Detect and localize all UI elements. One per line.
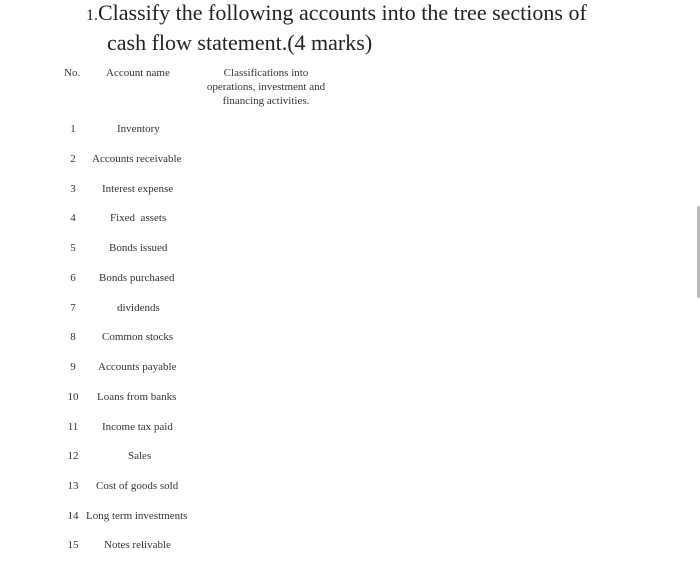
header-classification (196, 66, 336, 108)
table-row (0, 240, 700, 256)
row-number: 1 (70, 123, 76, 135)
table-row (0, 478, 700, 494)
question-number: 1. (86, 7, 98, 24)
row-number: 3 (70, 183, 76, 195)
row-number: 5 (70, 242, 76, 254)
question-line-1 (86, 0, 587, 29)
table-row (0, 270, 700, 286)
account-name: Interest expense (102, 183, 174, 195)
account-name: Inventory (117, 123, 160, 135)
account-name: Sales (128, 450, 152, 462)
table-row (0, 300, 700, 316)
row-number: 15 (67, 539, 79, 551)
account-name: Long term investments (86, 510, 188, 522)
account-name: Notes relivable (104, 539, 171, 551)
row-number: 14 (67, 510, 79, 522)
row-number: 9 (70, 361, 76, 373)
account-name: Bonds purchased (99, 272, 175, 284)
account-name: Common stocks (102, 331, 174, 343)
table-row (0, 419, 700, 435)
table-row (0, 537, 700, 553)
row-number: 4 (70, 212, 76, 224)
account-name: dividends (117, 302, 160, 314)
row-number: 8 (70, 331, 76, 343)
account-name: Fixed assets (110, 212, 167, 224)
row-number: 6 (70, 272, 76, 284)
table-row (0, 448, 700, 464)
header-no: No. (64, 67, 81, 79)
header-classification-line-3: financing activities. (222, 95, 310, 107)
table-row (0, 181, 700, 197)
row-number: 13 (67, 480, 79, 492)
table-row (0, 210, 700, 226)
table-row (0, 329, 700, 345)
header-classification-line-1: Classifications into (223, 67, 309, 79)
account-name: Accounts payable (98, 361, 177, 373)
question-text-line-2: cash flow statement.(4 marks) (107, 30, 373, 55)
account-name: Accounts receivable (92, 153, 182, 165)
row-number: 11 (67, 421, 79, 433)
question-line-2 (107, 30, 372, 56)
row-number: 12 (67, 450, 79, 462)
account-name: Income tax paid (102, 421, 173, 433)
table-row (0, 508, 700, 524)
account-name: Cost of goods sold (96, 480, 179, 492)
row-number: 10 (67, 391, 79, 403)
account-name: Bonds issued (109, 242, 168, 254)
header-account-name: Account name (106, 67, 170, 79)
row-number: 2 (70, 153, 76, 165)
account-name: Loans from banks (97, 391, 177, 403)
question-text-line-1: Classify the following accounts into the tree sections of (98, 0, 587, 25)
table-row (0, 121, 700, 137)
row-number: 7 (70, 302, 76, 314)
table-row (0, 359, 700, 375)
table-row (0, 151, 700, 167)
header-classification-line-2: operations, investment and (206, 81, 326, 93)
table-row (0, 389, 700, 405)
